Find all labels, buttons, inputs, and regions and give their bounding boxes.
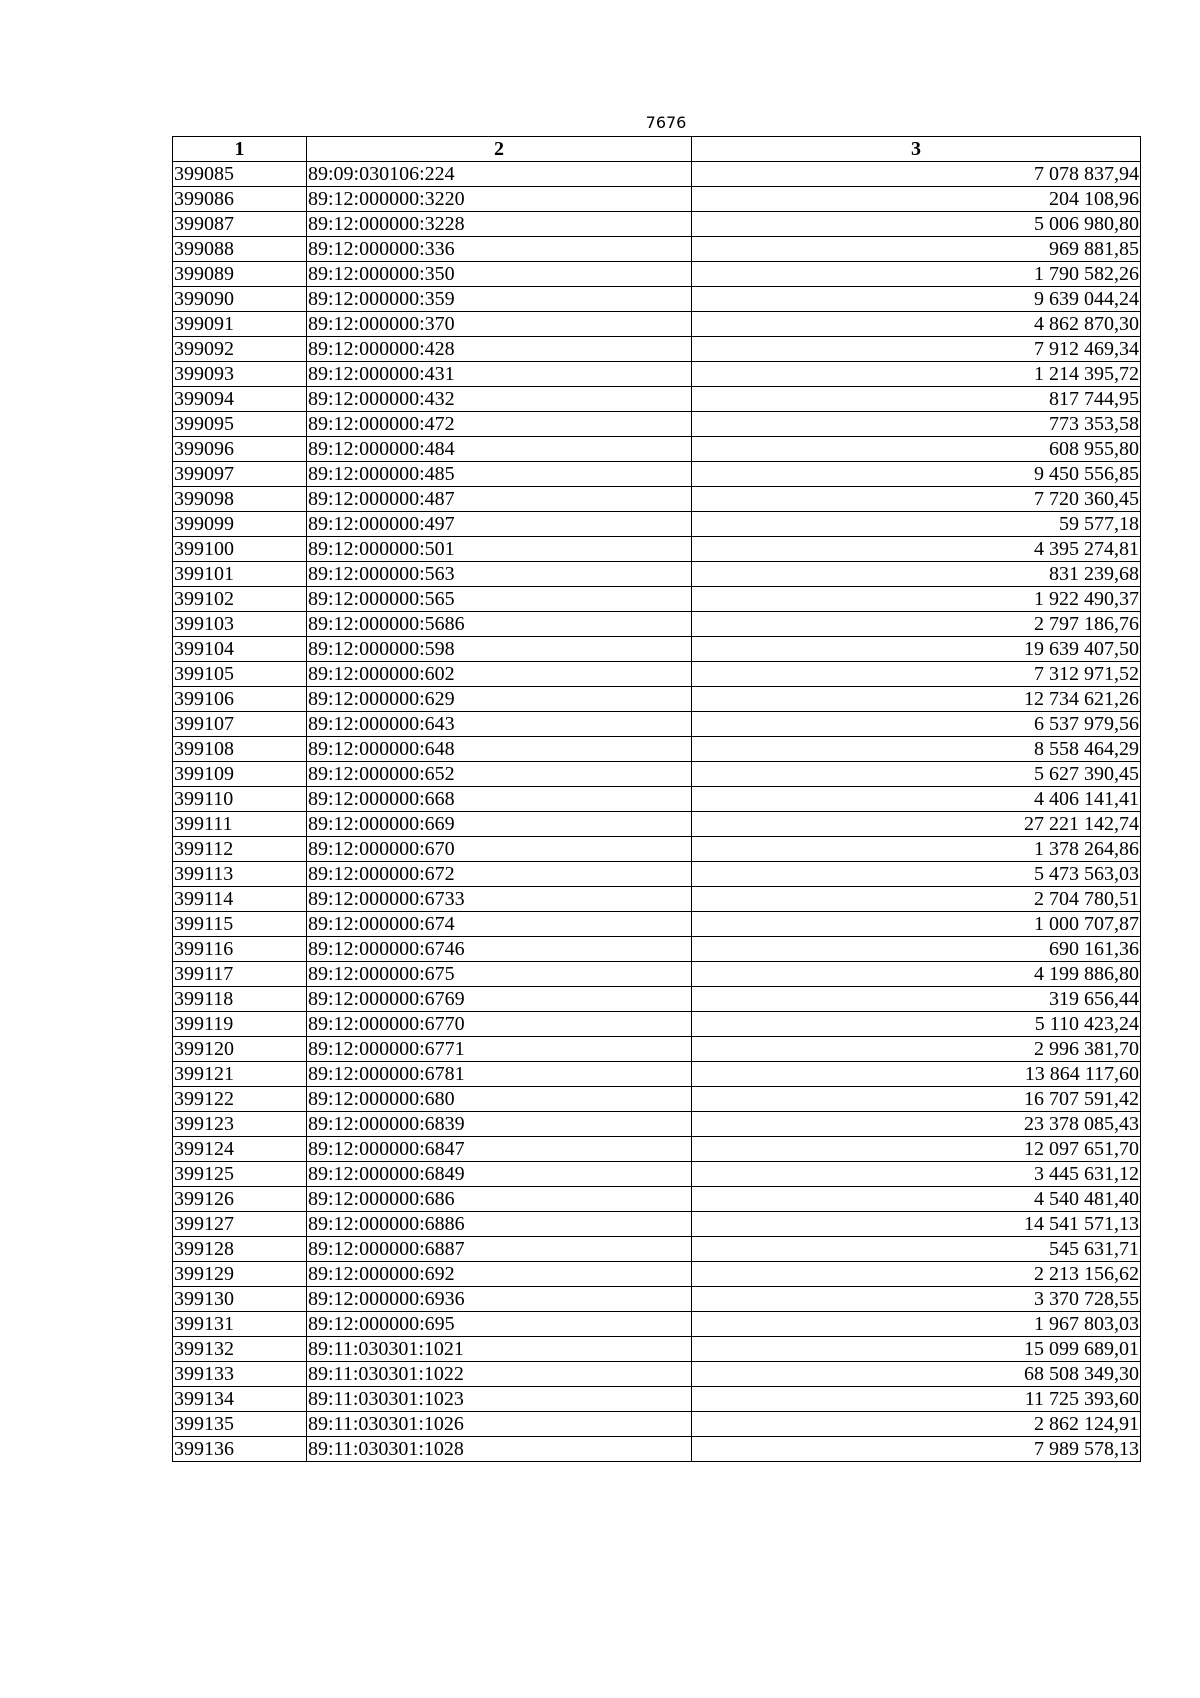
value-cell: 23 378 085,43 <box>692 1112 1141 1137</box>
value-cell: 5 473 563,03 <box>692 862 1141 887</box>
value-cell: 27 221 142,74 <box>692 812 1141 837</box>
cadastral-number-cell: 89:12:000000:336 <box>307 237 692 262</box>
table-row <box>173 187 1141 212</box>
row-number-cell: 399109 <box>173 762 307 787</box>
row-number-cell: 399132 <box>173 1337 307 1362</box>
cadastral-number-cell: 89:12:000000:6847 <box>307 1137 692 1162</box>
cadastral-number-cell: 89:12:000000:695 <box>307 1312 692 1337</box>
cadastral-number-cell: 89:12:000000:350 <box>307 262 692 287</box>
value-cell: 5 006 980,80 <box>692 212 1141 237</box>
value-cell: 2 996 381,70 <box>692 1037 1141 1062</box>
table-row <box>173 1262 1141 1287</box>
table-row <box>173 412 1141 437</box>
value-cell: 1 000 707,87 <box>692 912 1141 937</box>
row-number-cell: 399136 <box>173 1437 307 1462</box>
cadastral-number-cell: 89:12:000000:668 <box>307 787 692 812</box>
value-cell: 12 097 651,70 <box>692 1137 1141 1162</box>
table-row <box>173 437 1141 462</box>
cadastral-number-cell: 89:11:030301:1028 <box>307 1437 692 1462</box>
table-row <box>173 362 1141 387</box>
value-cell: 68 508 349,30 <box>692 1362 1141 1387</box>
row-number-cell: 399119 <box>173 1012 307 1037</box>
table-row <box>173 462 1141 487</box>
row-number-cell: 399108 <box>173 737 307 762</box>
table-row <box>173 787 1141 812</box>
row-number-cell: 399111 <box>173 812 307 837</box>
cadastral-number-cell: 89:12:000000:487 <box>307 487 692 512</box>
table-row <box>173 962 1141 987</box>
row-number-cell: 399127 <box>173 1212 307 1237</box>
row-number-cell: 399085 <box>173 162 307 187</box>
table-row <box>173 612 1141 637</box>
cadastral-number-cell: 89:12:000000:6886 <box>307 1212 692 1237</box>
row-number-cell: 399091 <box>173 312 307 337</box>
value-cell: 4 862 870,30 <box>692 312 1141 337</box>
row-number-cell: 399114 <box>173 887 307 912</box>
cadastral-number-cell: 89:12:000000:675 <box>307 962 692 987</box>
row-number-cell: 399105 <box>173 662 307 687</box>
value-cell: 7 312 971,52 <box>692 662 1141 687</box>
cadastral-number-cell: 89:11:030301:1023 <box>307 1387 692 1412</box>
row-number-cell: 399099 <box>173 512 307 537</box>
value-cell: 690 161,36 <box>692 937 1141 962</box>
table-row <box>173 762 1141 787</box>
row-number-cell: 399118 <box>173 987 307 1012</box>
column-header-3: 3 <box>692 137 1141 162</box>
cadastral-number-cell: 89:12:000000:3228 <box>307 212 692 237</box>
value-cell: 13 864 117,60 <box>692 1062 1141 1087</box>
table-row <box>173 687 1141 712</box>
cadastral-number-cell: 89:12:000000:484 <box>307 437 692 462</box>
value-cell: 1 790 582,26 <box>692 262 1141 287</box>
row-number-cell: 399113 <box>173 862 307 887</box>
value-cell: 969 881,85 <box>692 237 1141 262</box>
cadastral-number-cell: 89:12:000000:563 <box>307 562 692 587</box>
table-row <box>173 337 1141 362</box>
row-number-cell: 399087 <box>173 212 307 237</box>
row-number-cell: 399123 <box>173 1112 307 1137</box>
table-row <box>173 237 1141 262</box>
cadastral-number-cell: 89:09:030106:224 <box>307 162 692 187</box>
value-cell: 19 639 407,50 <box>692 637 1141 662</box>
value-cell: 8 558 464,29 <box>692 737 1141 762</box>
cadastral-number-cell: 89:12:000000:674 <box>307 912 692 937</box>
row-number-cell: 399120 <box>173 1037 307 1062</box>
row-number-cell: 399100 <box>173 537 307 562</box>
row-number-cell: 399107 <box>173 712 307 737</box>
table-row <box>173 587 1141 612</box>
cadastral-number-cell: 89:12:000000:485 <box>307 462 692 487</box>
row-number-cell: 399130 <box>173 1287 307 1312</box>
row-number-cell: 399097 <box>173 462 307 487</box>
row-number-cell: 399125 <box>173 1162 307 1187</box>
value-cell: 204 108,96 <box>692 187 1141 212</box>
row-number-cell: 399098 <box>173 487 307 512</box>
table-row <box>173 1337 1141 1362</box>
value-cell: 2 862 124,91 <box>692 1412 1141 1437</box>
value-cell: 1 967 803,03 <box>692 1312 1141 1337</box>
value-cell: 9 450 556,85 <box>692 462 1141 487</box>
table-row <box>173 937 1141 962</box>
table-row <box>173 912 1141 937</box>
row-number-cell: 399096 <box>173 437 307 462</box>
cadastral-number-cell: 89:11:030301:1022 <box>307 1362 692 1387</box>
table-row <box>173 1387 1141 1412</box>
table-row <box>173 1162 1141 1187</box>
table-row <box>173 1312 1141 1337</box>
table-row <box>173 737 1141 762</box>
value-cell: 7 912 469,34 <box>692 337 1141 362</box>
value-cell: 7 078 837,94 <box>692 162 1141 187</box>
table-header <box>173 137 1141 162</box>
row-number-cell: 399086 <box>173 187 307 212</box>
value-cell: 7 720 360,45 <box>692 487 1141 512</box>
cadastral-number-cell: 89:12:000000:6771 <box>307 1037 692 1062</box>
cadastral-number-cell: 89:12:000000:6746 <box>307 937 692 962</box>
table-row <box>173 1237 1141 1262</box>
table-row <box>173 662 1141 687</box>
cadastral-number-cell: 89:12:000000:670 <box>307 837 692 862</box>
value-cell: 5 110 423,24 <box>692 1012 1141 1037</box>
table-row <box>173 1137 1141 1162</box>
row-number-cell: 399134 <box>173 1387 307 1412</box>
table-row <box>173 312 1141 337</box>
cadastral-number-cell: 89:12:000000:472 <box>307 412 692 437</box>
row-number-cell: 399093 <box>173 362 307 387</box>
value-cell: 6 537 979,56 <box>692 712 1141 737</box>
cadastral-number-cell: 89:12:000000:598 <box>307 637 692 662</box>
row-number-cell: 399122 <box>173 1087 307 1112</box>
table-row <box>173 637 1141 662</box>
table-row <box>173 1412 1141 1437</box>
cadastral-number-cell: 89:12:000000:6936 <box>307 1287 692 1312</box>
cadastral-number-cell: 89:12:000000:6839 <box>307 1112 692 1137</box>
table-row <box>173 1287 1141 1312</box>
row-number-cell: 399089 <box>173 262 307 287</box>
cadastral-number-cell: 89:12:000000:692 <box>307 1262 692 1287</box>
value-cell: 4 199 886,80 <box>692 962 1141 987</box>
value-cell: 4 395 274,81 <box>692 537 1141 562</box>
page-number: 7676 <box>645 113 687 132</box>
table-row <box>173 262 1141 287</box>
cadastral-number-cell: 89:11:030301:1021 <box>307 1337 692 1362</box>
cadastral-number-cell: 89:12:000000:5686 <box>307 612 692 637</box>
table-row <box>173 212 1141 237</box>
row-number-cell: 399117 <box>173 962 307 987</box>
cadastral-number-cell: 89:12:000000:6849 <box>307 1162 692 1187</box>
cadastral-number-cell: 89:12:000000:648 <box>307 737 692 762</box>
table-row <box>173 1087 1141 1112</box>
table-row <box>173 1437 1141 1462</box>
value-cell: 2 213 156,62 <box>692 1262 1141 1287</box>
table-row <box>173 1037 1141 1062</box>
table-row <box>173 162 1141 187</box>
column-header-2: 2 <box>307 137 692 162</box>
value-cell: 817 744,95 <box>692 387 1141 412</box>
cadastral-number-cell: 89:12:000000:652 <box>307 762 692 787</box>
row-number-cell: 399095 <box>173 412 307 437</box>
table-row <box>173 1362 1141 1387</box>
table-row <box>173 862 1141 887</box>
cadastral-number-cell: 89:12:000000:565 <box>307 587 692 612</box>
row-number-cell: 399124 <box>173 1137 307 1162</box>
value-cell: 4 406 141,41 <box>692 787 1141 812</box>
row-number-cell: 399129 <box>173 1262 307 1287</box>
value-cell: 7 989 578,13 <box>692 1437 1141 1462</box>
row-number-cell: 399094 <box>173 387 307 412</box>
table-body <box>173 162 1141 1462</box>
row-number-cell: 399133 <box>173 1362 307 1387</box>
cadastral-number-cell: 89:12:000000:3220 <box>307 187 692 212</box>
row-number-cell: 399116 <box>173 937 307 962</box>
column-header-1: 1 <box>173 137 307 162</box>
value-cell: 1 214 395,72 <box>692 362 1141 387</box>
table-row <box>173 387 1141 412</box>
table-row <box>173 812 1141 837</box>
table-row <box>173 512 1141 537</box>
value-cell: 831 239,68 <box>692 562 1141 587</box>
table-row <box>173 1212 1141 1237</box>
value-cell: 11 725 393,60 <box>692 1387 1141 1412</box>
cadastral-number-cell: 89:12:000000:497 <box>307 512 692 537</box>
row-number-cell: 399131 <box>173 1312 307 1337</box>
table-row <box>173 1012 1141 1037</box>
header-row <box>173 137 1141 162</box>
row-number-cell: 399115 <box>173 912 307 937</box>
row-number-cell: 399135 <box>173 1412 307 1437</box>
cadastral-number-cell: 89:12:000000:6770 <box>307 1012 692 1037</box>
row-number-cell: 399112 <box>173 837 307 862</box>
row-number-cell: 399101 <box>173 562 307 587</box>
cadastral-number-cell: 89:12:000000:428 <box>307 337 692 362</box>
cadastral-number-cell: 89:12:000000:370 <box>307 312 692 337</box>
cadastral-number-cell: 89:12:000000:680 <box>307 1087 692 1112</box>
value-cell: 2 704 780,51 <box>692 887 1141 912</box>
value-cell: 59 577,18 <box>692 512 1141 537</box>
registry-table <box>172 136 1141 1462</box>
cadastral-number-cell: 89:12:000000:6769 <box>307 987 692 1012</box>
row-number-cell: 399126 <box>173 1187 307 1212</box>
cadastral-number-cell: 89:12:000000:602 <box>307 662 692 687</box>
table-row <box>173 887 1141 912</box>
cadastral-number-cell: 89:12:000000:432 <box>307 387 692 412</box>
cadastral-number-cell: 89:12:000000:629 <box>307 687 692 712</box>
value-cell: 9 639 044,24 <box>692 287 1141 312</box>
cadastral-number-cell: 89:12:000000:359 <box>307 287 692 312</box>
row-number-cell: 399090 <box>173 287 307 312</box>
table-row <box>173 537 1141 562</box>
row-number-cell: 399104 <box>173 637 307 662</box>
cadastral-number-cell: 89:12:000000:501 <box>307 537 692 562</box>
value-cell: 2 797 186,76 <box>692 612 1141 637</box>
cadastral-number-cell: 89:12:000000:672 <box>307 862 692 887</box>
value-cell: 319 656,44 <box>692 987 1141 1012</box>
value-cell: 773 353,58 <box>692 412 1141 437</box>
cadastral-number-cell: 89:12:000000:431 <box>307 362 692 387</box>
value-cell: 12 734 621,26 <box>692 687 1141 712</box>
cadastral-number-cell: 89:12:000000:6781 <box>307 1062 692 1087</box>
row-number-cell: 399102 <box>173 587 307 612</box>
cadastral-number-cell: 89:11:030301:1026 <box>307 1412 692 1437</box>
value-cell: 3 370 728,55 <box>692 1287 1141 1312</box>
cadastral-number-cell: 89:12:000000:6733 <box>307 887 692 912</box>
row-number-cell: 399110 <box>173 787 307 812</box>
value-cell: 15 099 689,01 <box>692 1337 1141 1362</box>
table-row <box>173 487 1141 512</box>
row-number-cell: 399092 <box>173 337 307 362</box>
table-row <box>173 1112 1141 1137</box>
row-number-cell: 399088 <box>173 237 307 262</box>
table-row <box>173 562 1141 587</box>
value-cell: 1 922 490,37 <box>692 587 1141 612</box>
value-cell: 14 541 571,13 <box>692 1212 1141 1237</box>
value-cell: 545 631,71 <box>692 1237 1141 1262</box>
value-cell: 3 445 631,12 <box>692 1162 1141 1187</box>
cadastral-number-cell: 89:12:000000:686 <box>307 1187 692 1212</box>
table-row <box>173 987 1141 1012</box>
row-number-cell: 399106 <box>173 687 307 712</box>
cadastral-number-cell: 89:12:000000:6887 <box>307 1237 692 1262</box>
value-cell: 16 707 591,42 <box>692 1087 1141 1112</box>
value-cell: 4 540 481,40 <box>692 1187 1141 1212</box>
value-cell: 608 955,80 <box>692 437 1141 462</box>
row-number-cell: 399128 <box>173 1237 307 1262</box>
table-row <box>173 712 1141 737</box>
cadastral-number-cell: 89:12:000000:669 <box>307 812 692 837</box>
table-row <box>173 287 1141 312</box>
row-number-cell: 399121 <box>173 1062 307 1087</box>
value-cell: 1 378 264,86 <box>692 837 1141 862</box>
table-row <box>173 837 1141 862</box>
table-row <box>173 1062 1141 1087</box>
row-number-cell: 399103 <box>173 612 307 637</box>
value-cell: 5 627 390,45 <box>692 762 1141 787</box>
table-row <box>173 1187 1141 1212</box>
cadastral-number-cell: 89:12:000000:643 <box>307 712 692 737</box>
